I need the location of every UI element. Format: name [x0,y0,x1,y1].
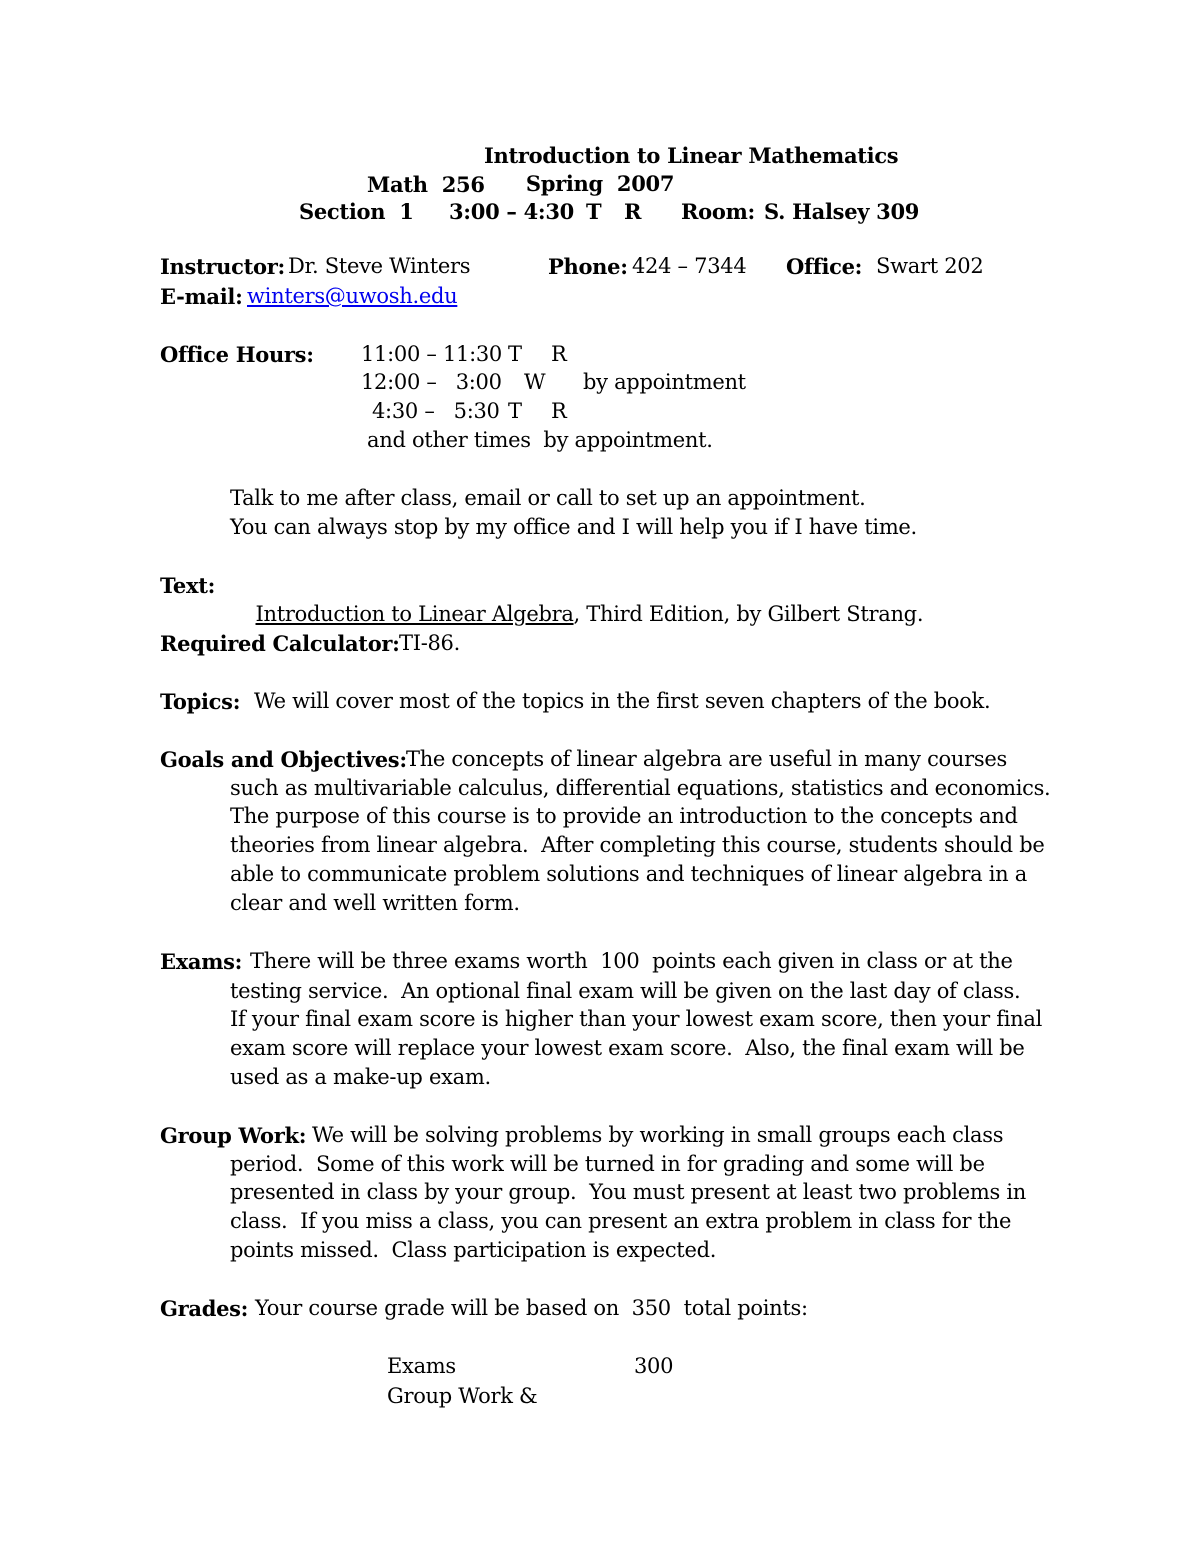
email-label: E-mail: [160,284,243,309]
class-time: 3:00 – 4:30 [449,199,574,224]
calculator-label: Required Calculator: [160,631,400,656]
goals-line-2: such as multivariable calculus, differential equations, statistics and economics. [230,776,1051,800]
goals-line-5: able to communicate problem solutions and techniques of linear algebra in a [230,862,1027,886]
oh-row-1-day1: T [508,342,522,366]
oh-row-3-time: 4:30 – 5:30 [372,399,500,423]
goals-line-3: The purpose of this course is to provide an introduction to the concepts and [230,804,1018,828]
exams-line-4: exam score will replace your lowest exam score. Also, the final exam will be [230,1036,1025,1060]
phone-label: Phone: [548,254,628,279]
term: Spring 2007 [525,171,675,196]
room-label: Room: [681,199,755,224]
room-value: S. Halsey 309 [764,199,920,224]
grade-item-1: Exams [387,1354,456,1378]
oh-row-1-day2: R [551,342,567,366]
topics-label: Topics: [160,689,241,714]
day-t: T [586,199,602,224]
oh-row-1-time: 11:00 – 11:30 [361,342,502,366]
oh-row-3-day1: T [508,399,522,423]
calculator-value: TI-86. [399,631,460,655]
exams-line-1: There will be three exams worth 100 points each given in class or at the [250,949,1013,973]
oh-note-1: Talk to me after class, email or call to set up an appointment. [230,486,866,510]
day-r: R [624,199,642,224]
oh-row-2-day1: W [524,370,546,394]
office-value: Swart 202 [876,254,984,278]
group-work-line-3: presented in class by your group. You must present at least two problems in [230,1180,1027,1204]
group-work-line-1: We will be solving problems by working in small groups each class [312,1123,1004,1147]
topics-value: We will cover most of the topics in the first seven chapters of the book. [254,689,991,713]
oh-other: and other times by appointment. [367,428,713,452]
exams-line-5: used as a make-up exam. [230,1065,491,1089]
section: Section 1 [299,199,414,224]
group-work-line-4: class. If you miss a class, you can present an extra problem in class for the [230,1209,1012,1233]
goals-line-1: The concepts of linear algebra are useful in many courses [406,747,1007,771]
grade-points-1: 300 [634,1354,674,1378]
course-code: Math 256 [367,172,485,197]
exams-line-2: testing service. An optional final exam will be given on the last day of class. [230,979,1021,1003]
office-label: Office: [786,254,863,279]
grade-item-2: Group Work & [387,1384,538,1408]
office-hours-label: Office Hours: [160,342,314,367]
instructor-label: Instructor: [160,254,285,279]
course-title: Introduction to Linear Mathematics [484,143,899,168]
grades-intro: Your course grade will be based on 350 total points: [255,1296,808,1320]
instructor-value: Dr. Steve Winters [288,254,471,278]
goals-label: Goals and Objectives: [160,747,407,772]
email-link[interactable]: winters@uwosh.edu [247,284,458,308]
oh-note-2: You can always stop by my office and I will help you if I have time. [230,515,917,539]
exams-line-3: If your final exam score is higher than your lowest exam score, then your final [230,1007,1042,1031]
textbook-title: Introduction to Linear Algebra [255,602,574,626]
grades-label: Grades: [160,1296,249,1321]
text-label: Text: [160,573,216,598]
oh-row-3-day2: R [551,399,567,423]
oh-row-2-note: by appointment [583,370,746,394]
phone-value: 424 – 7344 [632,254,747,278]
group-work-line-5: points missed. Class participation is expected. [230,1238,717,1262]
goals-line-6: clear and well written form. [230,891,520,915]
oh-row-2-time: 12:00 – 3:00 [361,370,502,394]
exams-label: Exams: [160,949,243,974]
goals-line-4: theories from linear algebra. After completing this course, students should be [230,833,1045,857]
textbook-rest: , Third Edition, by Gilbert Strang. [573,602,924,626]
group-work-label: Group Work: [160,1123,307,1148]
group-work-line-2: period. Some of this work will be turned in for grading and some will be [230,1152,985,1176]
